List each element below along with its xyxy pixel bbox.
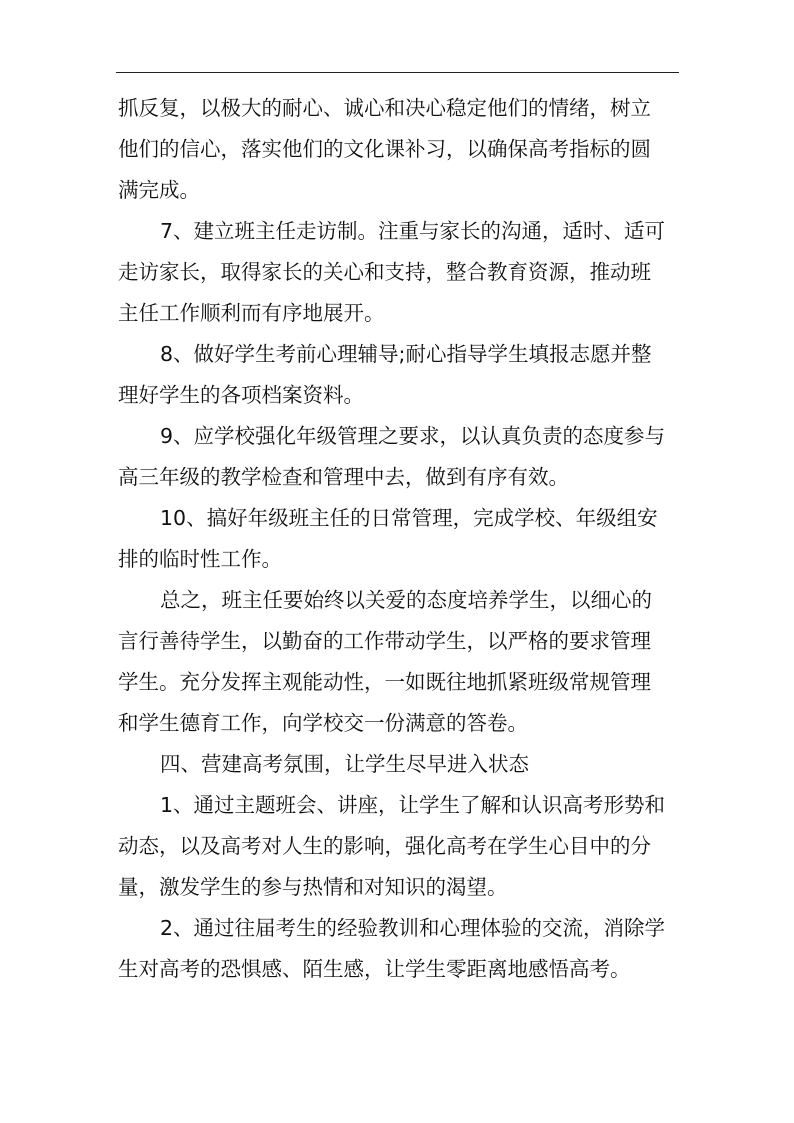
text-line: 总之，班主任要始终以关爱的态度培养学生，以细心的: [160, 588, 652, 612]
text-line: 理好学生的各项档案资料。: [118, 383, 364, 407]
text-line: 排的临时性工作。: [118, 547, 282, 571]
text-line: 8、做好学生考前心理辅导;耐心指导学生填报志愿并整: [160, 342, 652, 366]
text-line: 和学生德育工作，向学校交一份满意的答卷。: [118, 711, 528, 735]
text-line: 四、营建高考氛围，让学生尽早进入状态: [160, 752, 529, 776]
text-line: 主任工作顺利而有序地展开。: [118, 301, 385, 325]
text-line: 高三年级的教学检查和管理中去，做到有序有效。: [118, 465, 569, 489]
text-line: 量，激发学生的参与热情和对知识的渴望。: [118, 875, 508, 899]
text-line: 学生。充分发挥主观能动性，一如既往地抓紧班级常规管理: [118, 670, 651, 694]
header-rule: [116, 72, 679, 73]
text-line: 言行善待学生，以勤奋的工作带动学生，以严格的要求管理: [118, 629, 651, 653]
document-body: [118, 88, 680, 990]
text-line: 9、应学校强化年级管理之要求，以认真负责的态度参与: [160, 424, 666, 448]
text-line: 7、建立班主任走访制。注重与家长的沟通，适时、适可: [160, 219, 666, 243]
text-line: 1、通过主题班会、讲座，让学生了解和认识高考形势和: [160, 793, 666, 817]
text-line: 走访家长，取得家长的关心和支持，整合教育资源，推动班: [118, 260, 651, 284]
text-line: 他们的信心，落实他们的文化课补习，以确保高考指标的圆: [118, 137, 651, 161]
text-line: 动态，以及高考对人生的影响，强化高考在学生心目中的分: [118, 834, 651, 858]
text-line: 10、搞好年级班主任的日常管理，完成学校、年级组安: [160, 506, 658, 530]
text-line: 2、通过往届考生的经验教训和心理体验的交流，消除学: [160, 916, 666, 940]
text-line: 生对高考的恐惧感、陌生感，让学生零距离地感悟高考。: [118, 957, 631, 981]
text-line: 抓反复，以极大的耐心、诚心和决心稳定他们的情绪，树立: [118, 96, 651, 120]
text-line: 满完成。: [118, 178, 200, 202]
